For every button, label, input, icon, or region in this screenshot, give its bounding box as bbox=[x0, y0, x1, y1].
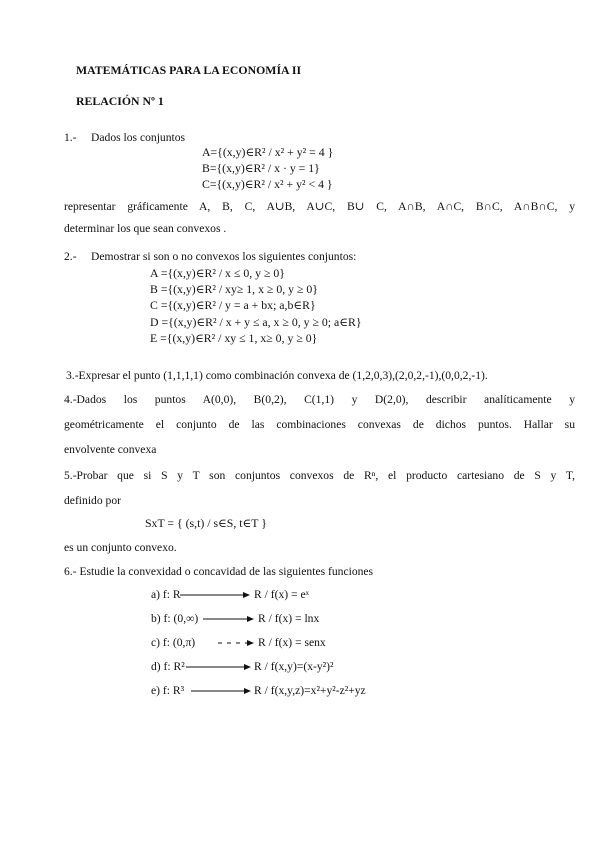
ex5-line1: 5.-Probar que si S y T son conjuntos convexos de Rⁿ, el producto cartesiano de S y T, bbox=[64, 469, 575, 482]
ex1-set-b: B={(x,y)∈R² / x · y = 1} bbox=[202, 161, 320, 175]
ex6-item-b-label: b) f: (0,∞) bbox=[151, 612, 199, 625]
ex4-line1: 4.-Dados los puntos A(0,0), B(0,2), C(1,1) y D(2,0), describir analíticamente y bbox=[64, 393, 575, 406]
ex6-item-d-label: d) f: R² bbox=[151, 660, 185, 673]
ex1-text-line1: representar gráficamente A, B, C, A∪B, A∪C, B∪ C, A∩B, A∩C, B∩C, A∩B∩C, y bbox=[64, 200, 575, 213]
arrow-right-icon bbox=[185, 662, 252, 672]
arrow-right-icon bbox=[190, 686, 252, 696]
ex2-set-b: B ={(x,y)∈R² / xy≥ 1, x ≥ 0, y ≥ 0} bbox=[150, 282, 318, 296]
arrow-right-icon bbox=[179, 590, 251, 600]
ex6-item-c-rhs: R / f(x) = senx bbox=[258, 636, 326, 649]
ex2-set-e: E ={(x,y)∈R² / xy ≤ 1, x≥ 0, y ≥ 0} bbox=[150, 331, 318, 345]
ex6-item-d-rhs: R / f(x,y)=(x-y²)² bbox=[254, 660, 334, 673]
ex5-line2: definido por bbox=[64, 494, 121, 507]
ex6-intro: 6.- Estudie la convexidad o concavidad de las siguientes funciones bbox=[64, 565, 374, 578]
ex5-line3: es un conjunto convexo. bbox=[64, 541, 177, 554]
ex1-set-c: C={(x,y)∈R² / x² + y² < 4 } bbox=[202, 177, 333, 191]
ex2-set-c: C ={(x,y)∈R² / y = a + bx; a,b∈R} bbox=[150, 298, 316, 312]
ex1-label: 1.- bbox=[64, 131, 77, 144]
arrow-right-icon bbox=[217, 638, 255, 648]
ex1-set-a: A={(x,y)∈R² / x² + y² = 4 } bbox=[202, 145, 334, 159]
ex3-text: 3.-Expresar el punto (1,1,1,1) como combinación convexa de (1,2,0,3),(2,0,2,-1),(0,0,2,-1). bbox=[66, 369, 488, 382]
ex6-item-a-label: a) f: R bbox=[151, 588, 181, 601]
page-subtitle: RELACIÓN Nº 1 bbox=[76, 94, 164, 108]
ex4-line3: envolvente convexa bbox=[64, 443, 157, 456]
ex1-text-line2: determinar los que sean convexos . bbox=[64, 222, 227, 235]
ex2-set-a: A ={(x,y)∈R² / x ≤ 0, y ≥ 0} bbox=[150, 266, 285, 280]
ex6-item-c-label: c) f: (0,π) bbox=[151, 636, 196, 649]
ex4-line2: geométricamente el conjunto de las combinaciones convexas de dichos puntos. Hallar su bbox=[64, 418, 575, 431]
ex6-item-e-rhs: R / f(x,y,z)=x²+y²-z²+yz bbox=[254, 684, 366, 697]
ex5-formula: SxT = { (s,t) / s∈S, t∈T } bbox=[145, 516, 267, 530]
ex6-item-e-label: e) f: R³ bbox=[151, 684, 185, 697]
ex6-item-a-rhs: R / f(x) = eˣ bbox=[254, 588, 309, 601]
ex6-item-b-rhs: R / f(x) = lnx bbox=[258, 612, 320, 625]
arrow-right-icon bbox=[202, 614, 255, 624]
ex2-intro: Demostrar si son o no convexos los siguientes conjuntos: bbox=[91, 250, 357, 263]
page-title: MATEMÁTICAS PARA LA ECONOMÍA II bbox=[76, 63, 302, 77]
ex2-set-d: D ={(x,y)∈R² / x + y ≤ a, x ≥ 0, y ≥ 0; a∈R} bbox=[150, 315, 362, 329]
ex1-intro: Dados los conjuntos bbox=[91, 131, 186, 144]
ex2-label: 2.- bbox=[64, 250, 77, 263]
